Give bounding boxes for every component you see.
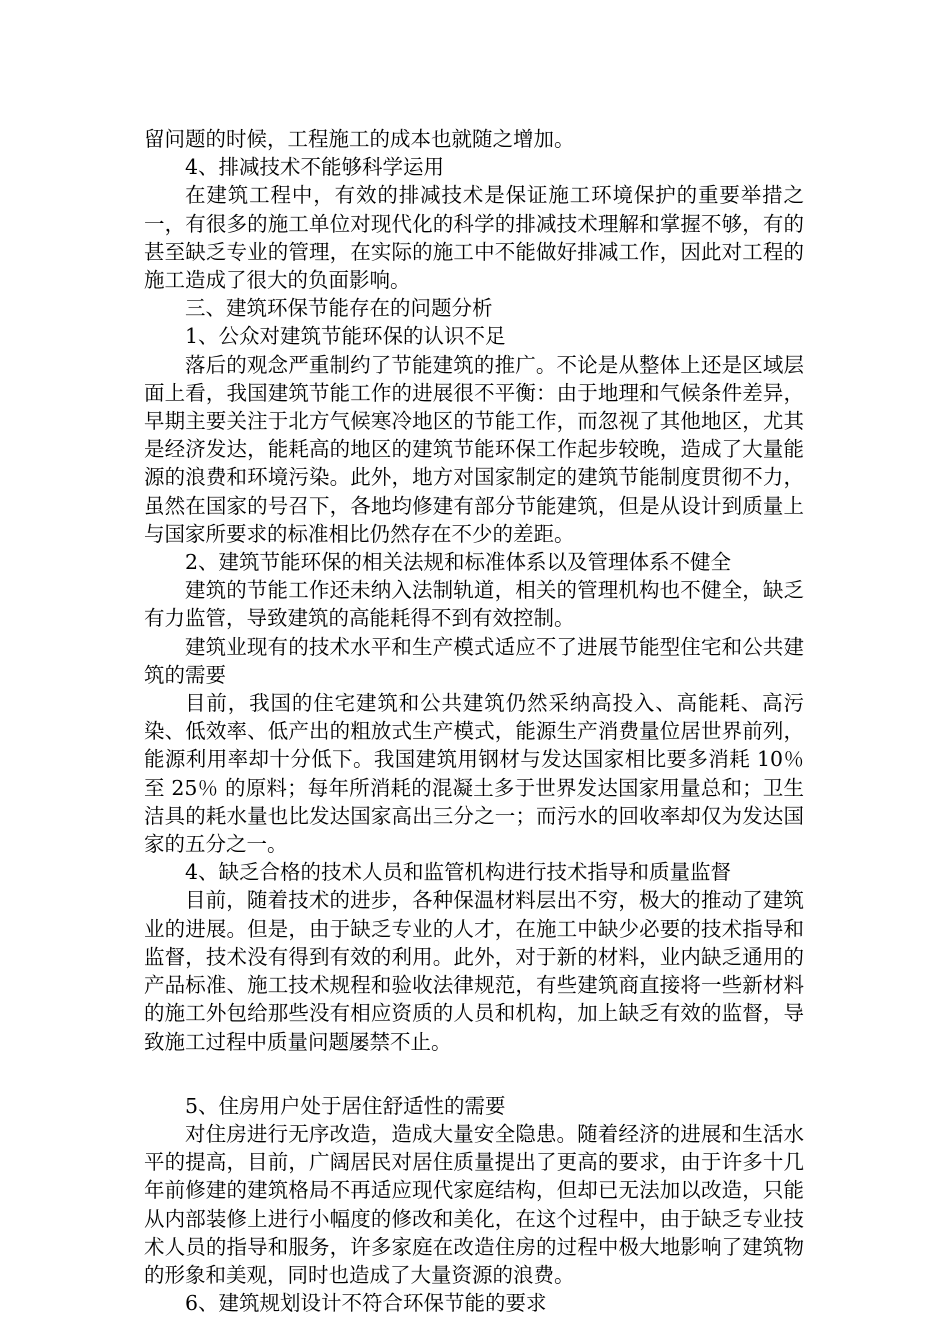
document-body (144, 125, 804, 1317)
subheading-technology-level: 建筑业现有的技术水平和生产模式适应不了进展节能型住宅和公共建筑的需要 (144, 634, 804, 687)
paragraph: 目前，随着技术的进步，各种保温材料层出不穷，极大的推动了建筑业的进展。但是，由于缺乏专业的人才，在施工中缺少必要的技术指导和监督，技术没有得到有效的利用。此外，对于新的材料，业内缺乏通用的产品标准、施工技术规程和验收法律规范，有些建筑商直接将一些新材料的施工外包给那些没有相应资质的人员和机构，加上缺乏有效的监督，导致施工过程中质量问题屡禁不止。 (144, 888, 804, 1054)
paragraph: 落后的观念严重制约了节能建筑的推广。不论是从整体上还是区域层面上看，我国建筑节能工作的进展很不平衡：由于地理和气候条件差异，早期主要关注于北方气候寒冷地区的节能工作，而忽视了其他地区，尤其是经济发达，能耗高的地区的建筑节能环保工作起步较晚，造成了大量能源的浪费和环境污染。此外，地方对国家制定的建筑节能制度贯彻不力，虽然在国家的号召下，各地均修建有部分节能建筑，但是从设计到质量上与国家所要求的标准相比仍然存在不少的差距。 (144, 352, 804, 546)
subheading-1-public-awareness: 1、公众对建筑节能环保的认识不足 (185, 324, 506, 349)
section-heading-3: 三、建筑环保节能存在的问题分析 (185, 296, 493, 321)
paragraph: 对住房进行无序改造，造成大量安全隐患。随着经济的进展和生活水平的提高，目前，广阔居民对居住质量提出了更高的要求，由于许多十几年前修建的建筑格局不再适应现代家庭结构，但却已无法加以改造，只能从内部装修上进行小幅度的修改和美化，在这个过程中，由于缺乏专业技术人员的指导和服务，许多家庭在改造住房的过程中极大地影响了建筑物的形象和美观，同时也造成了大量资源的浪费。 (144, 1121, 804, 1287)
subheading-5-residents: 5、住房用户处于居住舒适性的需要 (185, 1093, 506, 1118)
paragraph: 在建筑工程中，有效的排减技术是保证施工环境保护的重要举措之一，有很多的施工单位对现代化的科学的排减技术理解和掌握不够，有的甚至缺乏专业的管理，在实际的施工中不能做好排减工作，因此对工程的施工造成了很大的负面影响。 (144, 183, 804, 293)
paragraph: 目前，我国的住宅建筑和公共建筑仍然采纳高投入、高能耗、高污染、低效率、低产出的粗放式生产模式，能源生产消费量位居世界前列，能源利用率却十分低下。我国建筑用钢材与发达国家相比要多消耗 10％至 25％ 的原料；每年所消耗的混凝土多于世界发达国家用量总和；卫生洁具的耗水量也比发达国家高出三分之一；而污水的回收率却仅为发达国家的五分之一。 (144, 691, 804, 857)
subheading-2-regulations: 2、建筑节能环保的相关法规和标准体系以及管理体系不健全 (185, 550, 732, 575)
subheading-6-planning-design: 6、建筑规划设计不符合环保节能的要求 (185, 1291, 547, 1316)
paragraph: 建筑的节能工作还未纳入法制轨道，相关的管理机构也不健全，缺乏有力监管，导致建筑的高能耗得不到有效控制。 (144, 578, 804, 631)
paragraph-continuation: 留问题的时候，工程施工的成本也就随之增加。 (144, 127, 575, 151)
subheading-4-technical-staff: 4、缺乏合格的技术人员和监管机构进行技术指导和质量监督 (185, 860, 732, 885)
subheading-4-emission-reduction: 4、排减技术不能够科学运用 (185, 155, 445, 180)
paragraph-gap (144, 1056, 804, 1092)
